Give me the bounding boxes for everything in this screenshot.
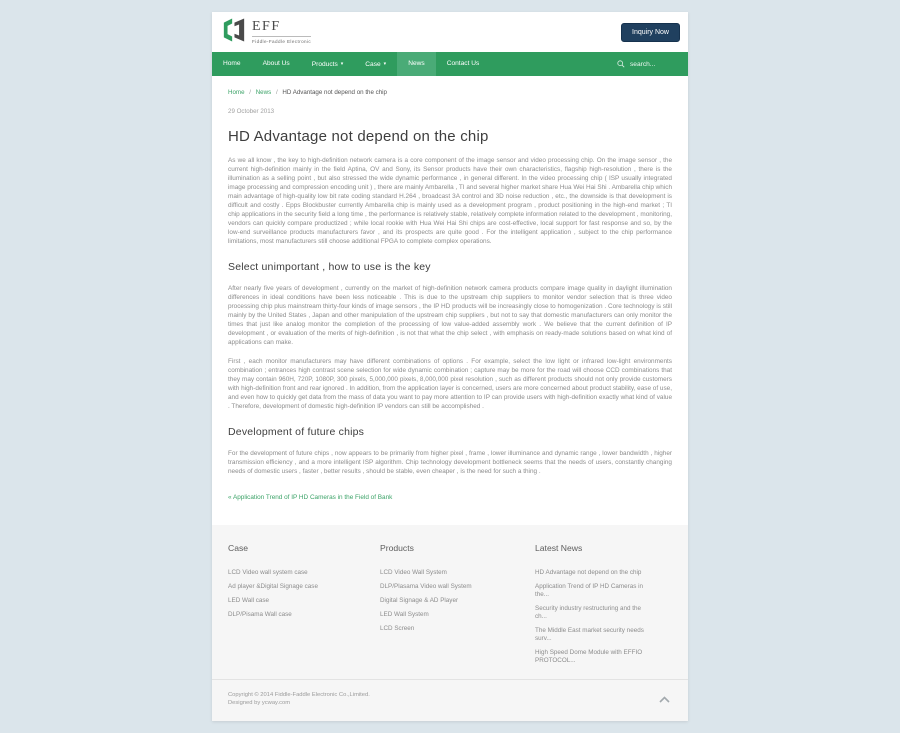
footer-link[interactable]: HD Advantage not depend on the chip	[535, 569, 642, 576]
footer-link[interactable]: LED Wall case	[228, 597, 270, 604]
breadcrumb-home-link[interactable]: Home	[228, 89, 245, 96]
footer-heading-products: Products	[380, 543, 414, 553]
search-icon	[617, 60, 625, 68]
chevron-down-icon: ▾	[340, 61, 344, 67]
footer-link[interactable]: LCD Video wall system case	[228, 569, 308, 576]
nav-search	[617, 52, 688, 76]
footer-link[interactable]: LED Wall System	[380, 611, 429, 618]
footer-bottom-bar	[212, 679, 688, 721]
logo-book-icon	[222, 17, 246, 48]
designed-by-text: Designed by ycway.com	[228, 700, 291, 706]
breadcrumb	[228, 89, 672, 96]
chevron-up-icon	[659, 696, 670, 703]
search-input[interactable]	[628, 60, 678, 69]
section-heading: Development of future chips	[228, 426, 365, 438]
footer-link[interactable]: LCD Screen	[380, 625, 415, 632]
footer-column-case	[228, 543, 380, 671]
footer-heading-case: Case	[228, 543, 249, 553]
nav-item-case[interactable]: Case ▾	[365, 61, 387, 68]
nav-item-about-us[interactable]: About Us	[262, 60, 290, 67]
page-title: HD Advantage not depend on the chip	[228, 128, 489, 145]
footer-link[interactable]: DLP/Plasama Video wall System	[380, 583, 472, 590]
copyright-text: Copyright © 2014 Fiddle-Faddle Electronic Co.,Limited.	[228, 691, 370, 698]
breadcrumb-separator: /	[249, 89, 251, 96]
footer-link[interactable]: DLP/Pisama Wall case	[228, 611, 292, 618]
article-paragraph: After nearly five years of development , currently on the market of high-definition network camera products compare image quality in daylight illumination differences in ideal conditions have been less noticeable . This is due to the upstream chip suppliers to monitor vendor selection that is three video processing chip plus mainstream thirty-four kinds of image sensors , the IP HD products will be increasingly close to homogenization . Core technology is still mainly by the United States , Japan and other manipulation of the upstream chip suppliers , but not to say that domestic manufacturers can only monitor the times that just like analog monitor the completion of the processing of low value-added assembly work . We believe that the current definition of IP development , or evaluation of the merits of high-definition , is not that what the chip select , with emphasis on ready-made solutions based on what kind of applications can make.	[228, 285, 672, 346]
footer-link[interactable]: The Middle East market security needs surv...	[535, 627, 644, 642]
nav-item-news[interactable]: News	[397, 52, 436, 76]
logo-subtitle: Fiddle-Faddle Electronic	[252, 36, 311, 44]
chevron-down-icon: ▾	[383, 61, 387, 67]
article-date: 29 October 2013	[228, 108, 275, 115]
site-footer	[212, 525, 688, 721]
article-content	[212, 76, 688, 525]
breadcrumb-current: HD Advantage not depend on the chip	[282, 89, 387, 96]
site-logo[interactable]	[222, 17, 311, 48]
article-paragraph: As we all know , the key to high-definition network camera is a core component of the image sensor and video processing chip. On the image sensor , the current high-definition mainly in the field Aptina, OV and Sony, its Sensor products have their own characteristics, flagship high-resolution , there is the illumination as a selling point , but also stressed the wide dynamic performance , in general different. In the video processing chip ( ISP usually integrated image processing and compression encoding unit ) , there are mainly Ambarella , TI and several higher market share Hua Wei Hai Shi . Ambarella chip which main advantage of high-quality low bit rate coding standard H.264 , broadcast 3A control and 3D noise reduction , etc., the downside is that development is difficult and costly . Epps Blockbuster currently Ambarella chip is mainly used as a development program , product positioning in the high-end market ; TI chip applications in the security field a long time , the performance is relatively stable, relatively complete information related to the development , monitoring, vendors can quickly compare productized ; while local rookie with Hua Wei Hai Shi chips are cost-effective, local support for fast response and so, by the low-end surveillance products manufacturers favor , and its prospects are quite good . For the intelligent application , subject to the chip performance limitations, most manufacturers still choose additional FPGA to complete complex operations.	[228, 157, 672, 245]
main-nav	[212, 52, 688, 76]
footer-heading-latest-news: Latest News	[535, 543, 583, 553]
footer-link[interactable]: High Speed Dome Module with EFFIO PROTOCOL...	[535, 649, 643, 664]
article-paragraph: First , each monitor manufacturers may have different combinations of options . For example, select the low light or infrared low-light environments combination ; entrances high contrast scene selection for wide dynamic combination ; capture may be more for the road will choose CCD combinations that they may contain 960H, 720P, 1080P, 300 pixels, 5,000,000 pixels, 8,000,000 pixel resolution , such as different products should not only provide customers with high-definition front and rear ignored . In addition, from the application layer is concerned, users are more concerned about product stability, ease of use, and even how to quickly get data from the mass of data you want to pay more attention to IP can provide users with high-definition exactly what kind of value . Therefore, development of domestic high-definition IP vendors can still be accomplished .	[228, 358, 672, 410]
article-paragraph: For the development of future chips , now appears to be primarily from higher pixel , frame , lower illuminance and dynamic range , lower bandwidth , higher transmission efficiency , and a more intelligent ISP algorithm. Chip technology development bottleneck seems that the needs of users, constantly changing needs of domestic users , faster , better results , should be stable, even cheaper , is the need for such a thing .	[228, 450, 672, 475]
page-card	[212, 12, 688, 721]
breadcrumb-separator: /	[275, 89, 278, 96]
section-heading: Select unimportant , how to use is the key	[228, 261, 431, 273]
logo-title: EFF	[252, 19, 281, 35]
breadcrumb-news-link[interactable]: News	[255, 89, 272, 96]
nav-item-contact-us[interactable]: Contact Us	[446, 60, 480, 67]
footer-link[interactable]: LCD Video Wall System	[380, 569, 447, 576]
footer-column-latest-news	[535, 543, 672, 671]
footer-link[interactable]: Application Trend of IP HD Cameras in the...	[535, 583, 644, 598]
previous-article-link[interactable]: « Application Trend of IP HD Cameras in the Field of Bank	[228, 494, 393, 501]
nav-item-home[interactable]: Home	[223, 60, 241, 67]
footer-link[interactable]: Digital Signage & AD Player	[380, 597, 459, 604]
footer-link[interactable]: Ad player &Digital Signage case	[228, 583, 318, 590]
footer-column-products	[380, 543, 535, 671]
nav-item-products[interactable]: Products ▾	[311, 61, 344, 68]
inquiry-now-button[interactable]: Inquiry Now	[621, 23, 680, 42]
site-header	[212, 12, 688, 52]
footer-link[interactable]: Security industry restructuring and the ch...	[535, 605, 642, 620]
